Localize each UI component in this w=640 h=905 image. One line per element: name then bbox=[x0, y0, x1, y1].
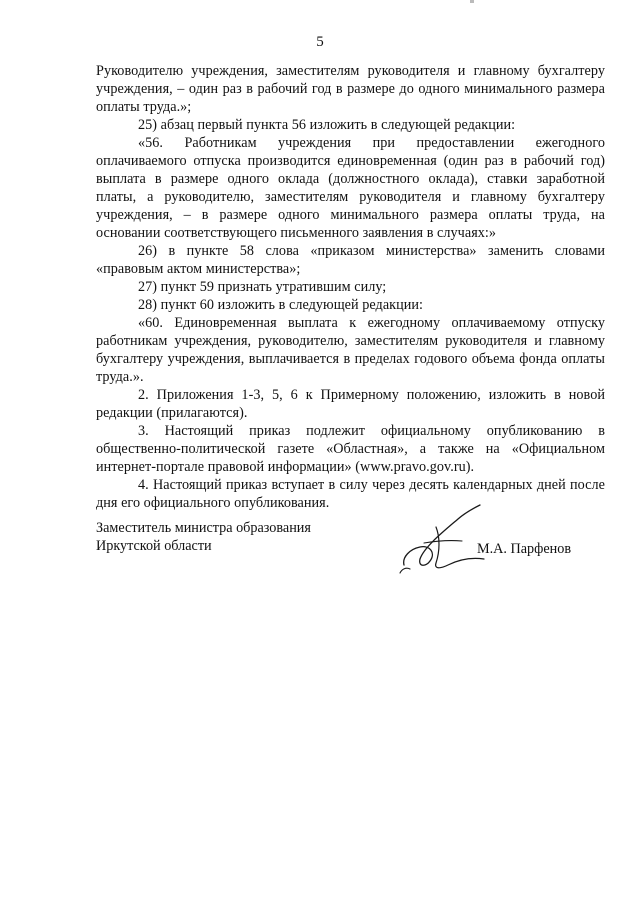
paragraph-item-25: 25) абзац первый пункта 56 изложить в следующей редакции: bbox=[138, 117, 516, 133]
paragraph-item-27: 27) пункт 59 признать утратившим силу; bbox=[138, 279, 387, 295]
paragraph-quote-56: «56. Работникам учреждения при предоставлении ежегодного оплачиваемого отпуска производится единовременная (один раз в рабочий год) выплата в размере одного оклада (должностного оклада), ставки заработной платы, а руководителю, заместителям руководителя и главному бухгалтеру учреждения, – в размере одного минимального размера оплаты труда, на основании соответствующего письменного заявления в случаях:» bbox=[96, 135, 605, 241]
document-body bbox=[96, 62, 605, 512]
page-number: 5 bbox=[316, 34, 324, 50]
signer-title-line-1: Заместитель министра образования bbox=[96, 520, 311, 536]
signer-name: М.А. Парфенов bbox=[477, 541, 572, 557]
scan-artifact bbox=[470, 0, 474, 3]
paragraph-continuation: Руководителю учреждения, заместителям руководителя и главному бухгалтеру учреждения, – один раз в рабочий год в размере до одного минимального размера оплаты труда.»; bbox=[96, 63, 605, 115]
paragraph-item-26: 26) в пункте 58 слова «приказом министерства» заменить словами «правовым актом министерства»; bbox=[96, 243, 605, 277]
paragraph-clause-3: 3. Настоящий приказ подлежит официальному опубликованию в общественно-политической газете «Областная», а также на «Официальном интернет-портале правовой информации» (www.pravo.gov.ru). bbox=[96, 423, 605, 475]
signer-title bbox=[96, 519, 396, 555]
paragraph-quote-60: «60. Единовременная выплата к ежегодному оплачиваемому отпуску работникам учреждения, руководителю, заместителям руководителя и главному бухгалтеру учреждения, выплачивается в пределах годового объема фонда оплаты труда.». bbox=[96, 315, 605, 385]
paragraph-clause-2: 2. Приложения 1-3, 5, 6 к Примерному положению, изложить в новой редакции (прилагаются). bbox=[96, 387, 605, 421]
signer-title-line-2: Иркутской области bbox=[96, 538, 212, 554]
paragraph-clause-4: 4. Настоящий приказ вступает в силу через десять календарных дней после дня его официального опубликования. bbox=[96, 477, 605, 511]
paragraph-item-28: 28) пункт 60 изложить в следующей редакции: bbox=[138, 297, 424, 313]
signature-block bbox=[96, 519, 605, 589]
